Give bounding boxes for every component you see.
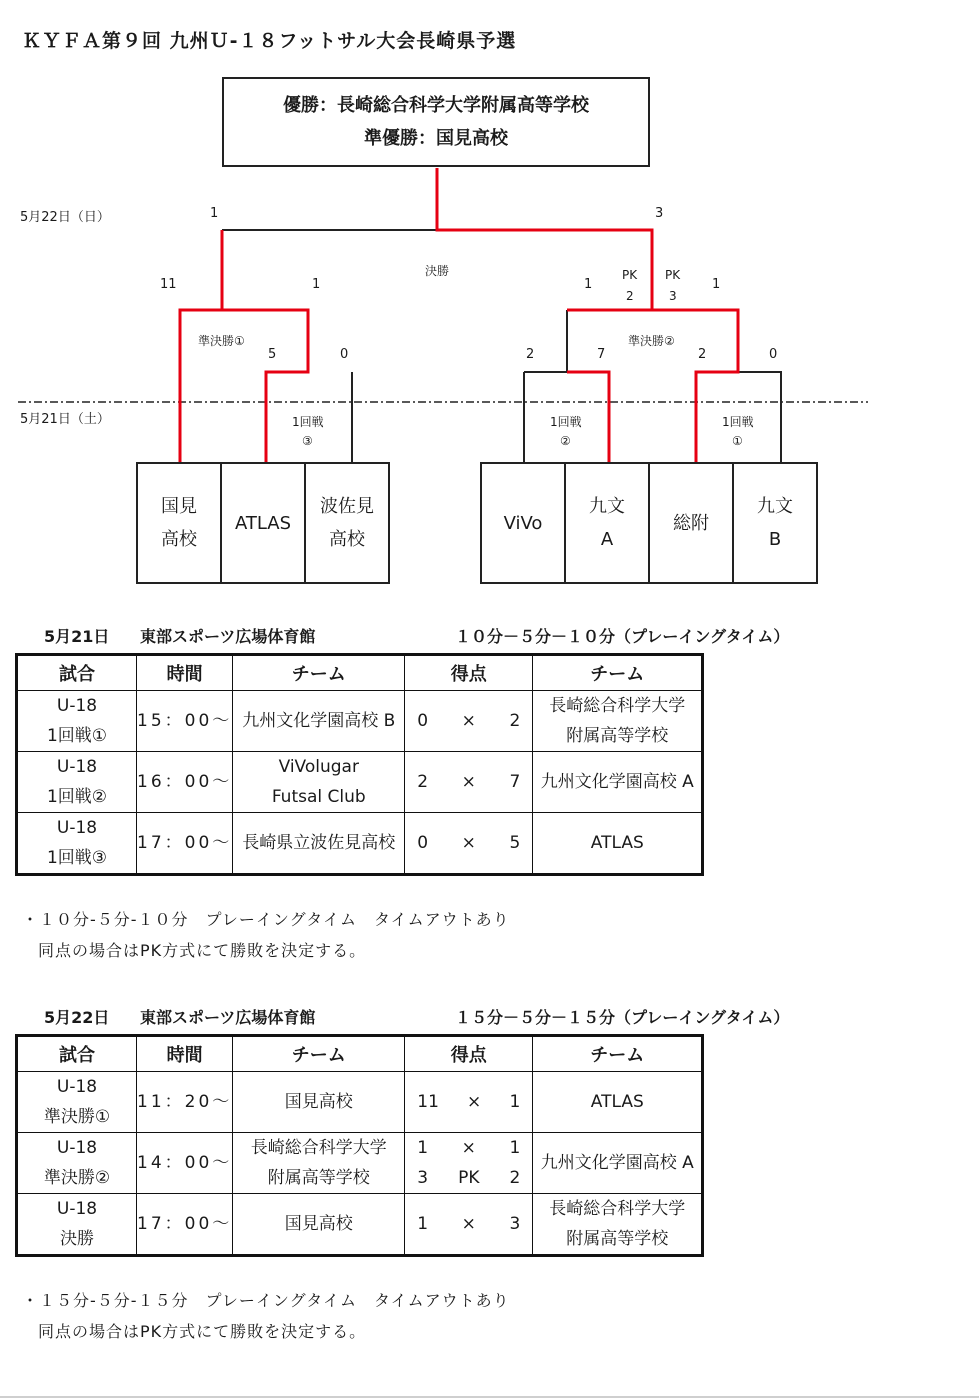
sf2-pk-left: 2 xyxy=(626,289,634,303)
r1-2-label: 1回戦 xyxy=(550,415,582,429)
col-header: チーム xyxy=(233,655,405,691)
col-header: チーム xyxy=(533,655,703,691)
day1-note-line2: 同点の場合はPK方式にて勝敗を決定する。 xyxy=(38,941,367,960)
table-row xyxy=(17,1194,703,1256)
day1-format: １０分－５分－１０分（プレーイングタイム） xyxy=(455,627,790,646)
table-header-row xyxy=(17,1036,703,1072)
r1-3-left-score: 5 xyxy=(268,347,277,362)
team-box: ViVo xyxy=(480,462,566,584)
final-win-line xyxy=(437,168,652,310)
r1-3-label-number: ③ xyxy=(302,434,313,448)
col-header: 得点 xyxy=(405,1036,533,1072)
table-cell: 1 × 1 3 PK 2 xyxy=(405,1133,533,1194)
col-header: 時間 xyxy=(137,655,233,691)
table-cell: 長崎総合科学大学 附属高等学校 xyxy=(533,691,703,752)
r1-2-left-score: 2 xyxy=(526,347,535,362)
sf2-pk-right: 3 xyxy=(669,289,677,303)
table-cell: 0 × 5 xyxy=(405,813,533,875)
r1-1-right-score: 0 xyxy=(769,347,778,362)
table-cell: 14：00～ xyxy=(137,1133,233,1194)
runner-up-text: 準優勝：国見高校 xyxy=(364,128,508,149)
r1-1-label: 1回戦 xyxy=(722,415,754,429)
day2-date: 5月22日 xyxy=(44,1008,110,1027)
sf2-label: 準決勝② xyxy=(628,334,675,348)
table-cell: ATLAS xyxy=(533,1072,703,1133)
sf2-pk-left-label: PK xyxy=(622,268,638,282)
table-cell: U-18 1回戦③ xyxy=(17,813,137,875)
sf1-label: 準決勝① xyxy=(198,334,245,348)
table-cell: 11：20～ xyxy=(137,1072,233,1133)
table-row xyxy=(17,691,703,752)
team-box: 波佐見 高校 xyxy=(304,462,390,584)
team-box: 総附 xyxy=(648,462,734,584)
table-header-row xyxy=(17,655,703,691)
table-cell: 11 × 1 xyxy=(405,1072,533,1133)
table-cell: U-18 1回戦① xyxy=(17,691,137,752)
final-label: 決勝 xyxy=(425,264,450,278)
day1-date: 5月21日 xyxy=(44,627,110,646)
sf1-left-score: 11 xyxy=(160,277,177,292)
day2-format: １５分－５分－１５分（プレーイングタイム） xyxy=(455,1008,790,1027)
r1-2-right-score: 7 xyxy=(597,347,606,362)
table-cell: 17：00～ xyxy=(137,813,233,875)
col-header: 試合 xyxy=(17,655,137,691)
left-team-group xyxy=(136,462,390,584)
day2-venue: 東部スポーツ広場体育館 xyxy=(140,1008,316,1027)
table-row xyxy=(17,1072,703,1133)
final-right-score: 3 xyxy=(655,206,664,221)
table-cell: U-18 準決勝② xyxy=(17,1133,137,1194)
col-header: 得点 xyxy=(405,655,533,691)
col-header: チーム xyxy=(233,1036,405,1072)
right-team-group xyxy=(480,462,818,584)
table-cell: 国見高校 xyxy=(233,1194,405,1256)
table-cell: 2 × 7 xyxy=(405,752,533,813)
day2-note-line1: ・１５分-５分-１５分 プレーイングタイム タイムアウトあり xyxy=(22,1291,510,1310)
table-cell: 長崎総合科学大学 附属高等学校 xyxy=(533,1194,703,1256)
day1-schedule-table xyxy=(15,653,704,876)
day1-label: 5月21日（土） xyxy=(20,412,110,427)
sf2-left-score: 1 xyxy=(584,277,593,292)
table-cell: 15：00～ xyxy=(137,691,233,752)
table-cell: 九州文化学園高校 A xyxy=(533,1133,703,1194)
r1-1-left-score: 2 xyxy=(698,347,707,362)
r1-3-right-score: 0 xyxy=(340,347,349,362)
table-cell: 0 × 2 xyxy=(405,691,533,752)
table-cell: 九州文化学園高校 A xyxy=(533,752,703,813)
day1-venue: 東部スポーツ広場体育館 xyxy=(140,627,316,646)
table-cell: 長崎県立波佐見高校 xyxy=(233,813,405,875)
champion-text: 優勝：長崎総合科学大学附属高等学校 xyxy=(283,95,589,116)
sf1-right-score: 1 xyxy=(312,277,321,292)
table-cell: 16：00～ xyxy=(137,752,233,813)
table-cell: 九州文化学園高校 B xyxy=(233,691,405,752)
table-cell: 長崎総合科学大学 附属高等学校 xyxy=(233,1133,405,1194)
table-row xyxy=(17,752,703,813)
day2-note-line2: 同点の場合はPK方式にて勝敗を決定する。 xyxy=(38,1322,367,1341)
table-cell: 17：00～ xyxy=(137,1194,233,1256)
table-cell: U-18 決勝 xyxy=(17,1194,137,1256)
table-cell: ATLAS xyxy=(533,813,703,875)
day2-schedule-table xyxy=(15,1034,704,1257)
team-box: 九文 B xyxy=(732,462,818,584)
r1-1-label-number: ① xyxy=(732,434,743,448)
document-title: ＫＹＦＡ第９回 九州Ｕ-１８フットサル大会長崎県予選 xyxy=(22,30,517,52)
team-box: 国見 高校 xyxy=(136,462,222,584)
sf2-right-score: 1 xyxy=(712,277,721,292)
col-header: チーム xyxy=(533,1036,703,1072)
table-row xyxy=(17,813,703,875)
table-row xyxy=(17,1133,703,1194)
r1-3-label: 1回戦 xyxy=(292,415,324,429)
table-cell: U-18 1回戦② xyxy=(17,752,137,813)
final-left-score: 1 xyxy=(210,206,219,221)
table-cell: ViVolugar Futsal Club xyxy=(233,752,405,813)
col-header: 試合 xyxy=(17,1036,137,1072)
r1-2-label-number: ② xyxy=(560,434,571,448)
table-cell: 国見高校 xyxy=(233,1072,405,1133)
team-box: 九文 A xyxy=(564,462,650,584)
day2-label: 5月22日（日） xyxy=(20,210,110,225)
day1-note-line1: ・１０分-５分-１０分 プレーイングタイム タイムアウトあり xyxy=(22,910,510,929)
sf2-pk-right-label: PK xyxy=(665,268,681,282)
col-header: 時間 xyxy=(137,1036,233,1072)
team-box: ATLAS xyxy=(220,462,306,584)
table-cell: 1 × 3 xyxy=(405,1194,533,1256)
table-cell: U-18 準決勝① xyxy=(17,1072,137,1133)
